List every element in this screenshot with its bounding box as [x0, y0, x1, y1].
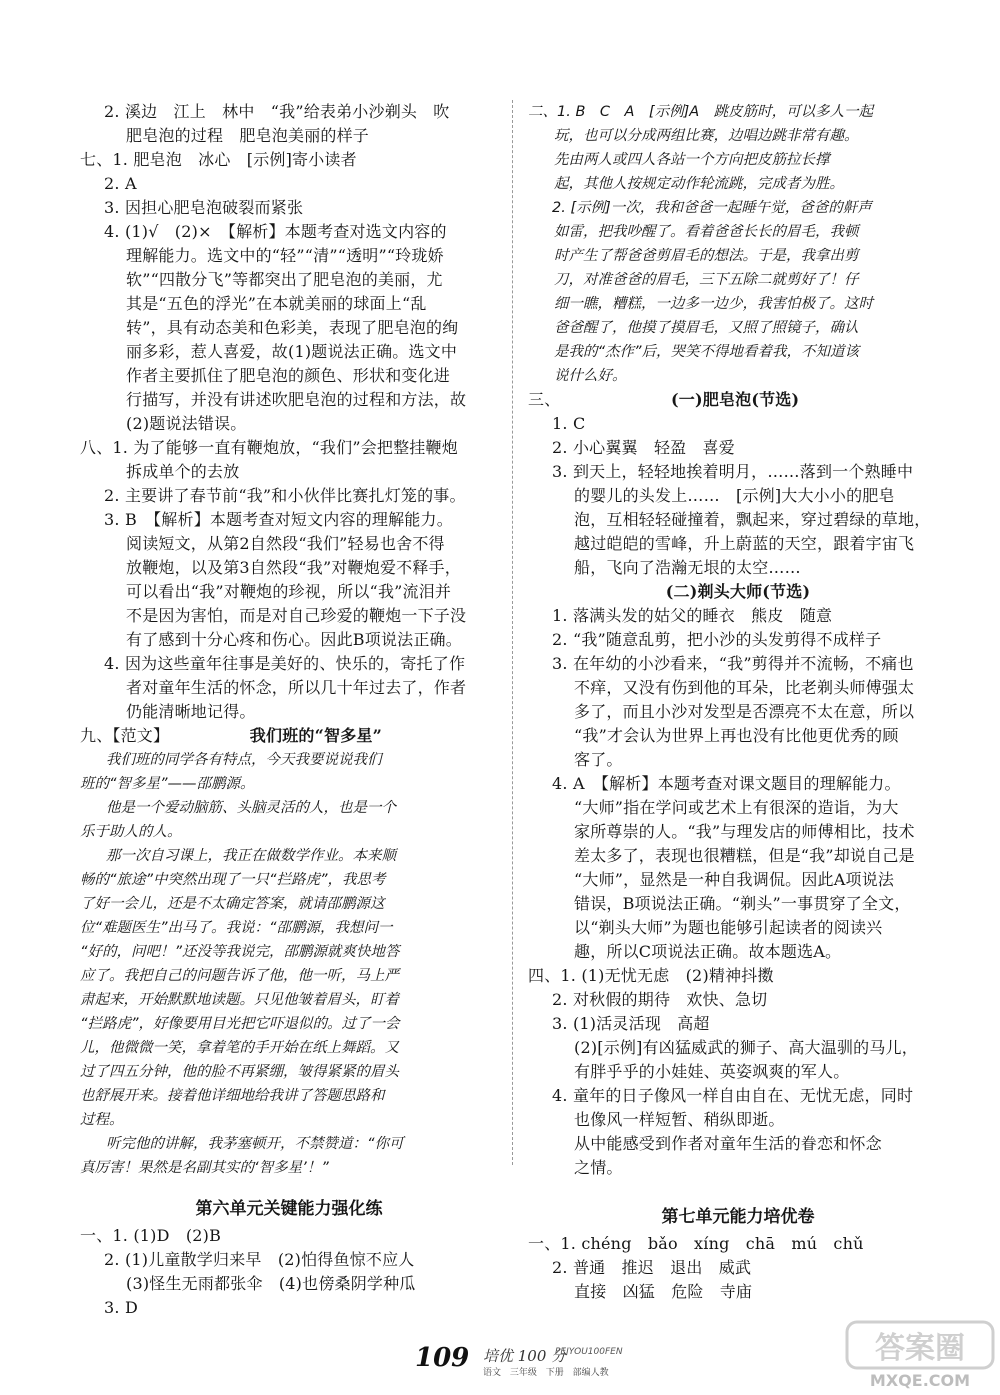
answer-line: 有胖乎乎的小娃娃、英姿飒爽的军人。 [574, 1062, 850, 1081]
left-column [80, 100, 498, 1320]
answer-line: 1. C [552, 414, 586, 433]
unit6-title: 第六单元关键能力强化练 [195, 1199, 383, 1219]
unit7-answers [528, 1232, 948, 1304]
answer-line: 一、1. (1)D (2)B [80, 1226, 222, 1245]
section3-part1-answers [528, 412, 948, 580]
answer-line: 越过皑皑的雪峰，升上蔚蓝的天空，跟着宇宙飞 [574, 534, 915, 553]
section3-sub1: (一)肥皂泡(节选) [671, 390, 800, 409]
essay-line: 儿，他微微一笑，拿着笔的手开始在纸上舞蹈。又 [80, 1040, 399, 1056]
answer-line: 四、1. (1)无忧无虑 (2)精神抖擞 [528, 966, 774, 985]
brand-name: 培优 100 分 [483, 1347, 567, 1365]
answer-line: 3. 到天上，轻轻地挨着明月，……落到一个熟睡中 [552, 462, 914, 481]
answer-line: 八、1. 为了能够一直有鞭炮放，“我们”会把整挂鞭炮 [80, 438, 458, 457]
answer-line: 丽多彩，惹人喜爱，故(1)题说法正确。选文中 [126, 342, 458, 361]
essay-line: 班的“智多星”——邵鹏源。 [80, 776, 255, 792]
essay-line: 他是一个爱动脑筋、头脑灵活的人，也是一个 [106, 800, 396, 816]
answer-line: 2. 对秋假的期待 欢快、急切 [552, 990, 768, 1009]
grade: 三年级 [509, 1368, 537, 1378]
essay-heading [80, 724, 498, 748]
answer-line: 4. A 【解析】本题考查对课文题目的理解能力。 [552, 774, 901, 793]
answer-line: 家所尊崇的人。“我”与理发店的师傅相比，技术 [574, 822, 915, 841]
essay-line: 肃起来，开始默默地读题。只见他皱着眉头，盯着 [80, 992, 399, 1008]
handwritten-answer-line: 刀，对准爸爸的眉毛，三下五除二就剪好了！仔 [554, 272, 859, 288]
watermark-graphic [845, 1318, 995, 1390]
answer-line: 行描写，并没有讲述吹肥皂泡的过程和方法，故 [126, 390, 467, 409]
answer-line: “我”才会认为世界上再也没有比他更优秀的顾 [574, 726, 899, 745]
answer-line: 客了。 [574, 750, 623, 769]
answer-line: 拆成单个的去放 [126, 462, 240, 481]
answer-line: 2. “我”随意乱剪，把小沙的头发剪得不成样子 [552, 630, 882, 649]
essay-line: 过了四五分钟，他的脸不再紧绷，皱得紧紧的眉头 [80, 1064, 399, 1080]
answer-line: “大师”指在学问或艺术上有很深的造诣，为大 [574, 798, 899, 817]
essay-line: 应了。我把自己的问题告诉了他，他一听，马上严 [80, 968, 399, 984]
volume: 下册 [545, 1368, 564, 1378]
section3-part2-answers [528, 604, 948, 1180]
section3-label: 三、 [528, 390, 561, 409]
essay-line: 了好一会儿，还是不太确定答案，就请邵鹏源这 [80, 896, 385, 912]
answer-line: 肥皂泡的过程 肥皂泡美丽的样子 [126, 126, 370, 145]
section3-heading [528, 388, 948, 412]
answer-line: 差太多了，表现也很糟糕，但是“我”却说自己是 [574, 846, 915, 865]
answer-line: 不是因为害怕，而是对自己珍爱的鞭炮一下子没 [126, 606, 467, 625]
essay-line: “好的，问吧！”还没等我说完，邵鹏源就爽快地答 [80, 944, 400, 960]
subject: 语文 [483, 1368, 502, 1378]
handwritten-answer-line: 起，其他人按规定动作轮流跳，完成者为胜。 [554, 176, 844, 192]
handwritten-answer-line: 说什么好。 [554, 368, 627, 384]
right-column [528, 100, 948, 1304]
essay-line: 我们班的同学各有特点，今天我要说说我们 [106, 752, 382, 768]
answer-line: 的婴儿的头发上…… [示例]大大小小的肥皂 [574, 486, 895, 505]
handwritten-answer-line: 时产生了帮爸爸剪眉毛的想法。于是，我拿出剪 [554, 248, 859, 264]
watermark-text: 答案圈 [875, 1331, 965, 1366]
handwritten-answer-line: 如雷，把我吵醒了。看着爸爸长长的眉毛，我顿 [554, 224, 859, 240]
answer-line: 从中能感受到作者对童年生活的眷恋和怀念 [574, 1134, 882, 1153]
section2-answers [528, 100, 948, 388]
answer-line: 船，飞向了浩瀚无垠的太空…… [574, 558, 801, 577]
section3-sub2: (二)剃头大师(节选) [665, 582, 811, 601]
watermark-url: MXQE.COM [869, 1371, 971, 1390]
essay-heading-label: 九、【范文】 [80, 726, 170, 745]
page-number: 109 [415, 1343, 470, 1373]
essay-line: “拦路虎”，好像要用目光把它吓退似的。过了一会 [80, 1016, 400, 1032]
answer-line: 3. (1)活灵活现 高超 [552, 1014, 710, 1033]
answer-line: 2. (1)儿童散学归来早 (2)怕得鱼惊不应人 [104, 1250, 415, 1269]
handwritten-answer-line: 爸爸醒了，他摸了摸眉毛，又照了照镜子，确认 [554, 320, 859, 336]
column-divider [512, 100, 513, 1165]
answer-line: 软”“四散分飞”等都突出了肥皂泡的美丽，尤 [126, 270, 443, 289]
answer-line: 之情。 [574, 1158, 623, 1177]
page-footer [415, 1343, 675, 1383]
answer-line: (2)题说法错误。 [126, 414, 247, 433]
left-answer-list [80, 100, 498, 724]
answer-line: 3. 因担心肥皂泡破裂而紧张 [104, 198, 304, 217]
handwritten-answer-line: 是我的“杰作”后，哭笑不得地看着我，不知道该 [554, 344, 860, 360]
answer-line: 泡，互相轻轻碰撞着，飘起来，穿过碧绿的草地， [574, 510, 931, 529]
answer-line: (2)[示例]有凶猛威武的狮子、高大温驯的马儿， [574, 1038, 918, 1057]
answer-line: 不痒，又没有伤到他的耳朵，比老剃头师傅强太 [574, 678, 915, 697]
answer-line: 以“剃头大师”为题也能够引起读者的阅读兴 [574, 918, 883, 937]
answer-line: 其是“五色的浮光”在本就美丽的球面上“乱 [126, 294, 427, 313]
answer-line: 也像风一样短暂、稍纵即逝。 [574, 1110, 785, 1129]
answer-line: 4. 因为这些童年往事是美好的、快乐的，寄托了作 [104, 654, 466, 673]
essay-line: 过程。 [80, 1112, 124, 1128]
edition: 部编人教 [572, 1368, 609, 1378]
answer-line: 趣，所以C项说法正确。故本题选A。 [574, 942, 842, 961]
answer-line: 七、1. 肥皂泡 冰心 [示例]寄小读者 [80, 150, 357, 169]
handwritten-answer-line: 二、1. B C A [示例]A 跳皮筋时，可以多人一起 [528, 104, 874, 120]
answer-line: 4. 童年的日子像风一样自由自在、无忧无虑，同时 [552, 1086, 914, 1105]
book-info [483, 1365, 609, 1378]
answer-line: (3)怪生无雨都张伞 (4)也傍桑阴学种瓜 [126, 1274, 416, 1293]
essay-line: 乐于助人的人。 [80, 824, 182, 840]
handwritten-answer-line: 2. [示例]一次，我和爸爸一起睡午觉，爸爸的鼾声 [552, 200, 872, 216]
essay-line: 真厉害！果然是名副其实的‘智多星’！” [80, 1160, 329, 1176]
answer-line: 者对童年生活的怀念，所以几十年过去了，作者 [126, 678, 467, 697]
answer-line: 转”，具有动态美和色彩美，表现了肥皂泡的绚 [126, 318, 459, 337]
answer-line: 2. 小心翼翼 轻盈 喜爱 [552, 438, 735, 457]
unit7-title: 第七单元能力培优卷 [661, 1207, 815, 1227]
answer-line: 2. 溪边 江上 林中 “我”给表弟小沙剃头 吹 [104, 102, 450, 121]
essay-line: 位“难题医生”出马了。我说：“邵鹏源，我想问一 [80, 920, 393, 936]
brand-pinyin: PEIYOU100FEN [555, 1347, 623, 1357]
essay-line: 也舒展开来。接着他详细地给我讲了答题思路和 [80, 1088, 385, 1104]
answer-line: 2. A [104, 174, 137, 193]
answer-line: “大师”，显然是一种自我调侃。因此A项说法 [574, 870, 895, 889]
answer-line: 多了，而且小沙对发型是否漂亮不太在意，所以 [574, 702, 915, 721]
answer-line: 3. 在年幼的小沙看来，“我”剪得并不流畅，不痛也 [552, 654, 914, 673]
answer-line: 3. B 【解析】本题考查对短文内容的理解能力。 [104, 510, 453, 529]
handwritten-answer-line: 先由两人或四人各站一个方向把皮筋拉长撑 [554, 152, 830, 168]
answer-line: 放鞭炮，以及第3自然段“我”对鞭炮爱不释手， [126, 558, 461, 577]
answer-line: 错误，B项说法正确。“剃头”一事贯穿了全文， [574, 894, 911, 913]
answer-line: 作者主要抓住了肥皂泡的颜色、形状和变化进 [126, 366, 451, 385]
answer-line: 一、1. chéng bǎo xíng chā mú chǔ [528, 1234, 864, 1253]
answer-line: 直接 凶猛 危险 寺庙 [574, 1282, 753, 1301]
answer-line: 2. 主要讲了春节前“我”和小伙伴比赛扎灯笼的事。 [104, 486, 466, 505]
answer-line: 4. (1)√ (2)× 【解析】本题考查对选文内容的 [104, 222, 447, 241]
watermark-logo [845, 1318, 995, 1390]
answer-line: 仍能清晰地记得。 [126, 702, 256, 721]
handwritten-answer-line: 玩，也可以分成两组比赛，边唱边跳非常有趣。 [554, 128, 859, 144]
answer-line: 1. 落满头发的姑父的睡衣 熊皮 随意 [552, 606, 833, 625]
answer-line: 阅读短文，从第2自然段“我们”轻易也舍不得 [126, 534, 445, 553]
essay-line: 畅的“旅途”中突然出现了一只“拦路虎”，我思考 [80, 872, 386, 888]
essay-body [80, 748, 498, 1180]
answer-line: 2. 普通 推迟 退出 威武 [552, 1258, 752, 1277]
answer-line: 有了感到十分心疼和伤心。因此B项说法正确。 [126, 630, 462, 649]
essay-line: 听完他的讲解，我茅塞顿开，不禁赞道：“你可 [106, 1136, 404, 1152]
answer-line: 理解能力。选文中的“轻”“清”“透明”“玲珑娇 [126, 246, 444, 265]
answer-line: 3. D [104, 1298, 138, 1317]
answer-line: 可以看出“我”对鞭炮的珍视，所以“我”流泪并 [126, 582, 452, 601]
unit6-answers [80, 1224, 498, 1320]
essay-title: 我们班的“智多星” [249, 726, 383, 745]
handwritten-answer-line: 细一瞧，糟糕，一边多一边少，我害怕极了。这时 [554, 296, 873, 312]
essay-line: 那一次自习课上，我正在做数学作业。本来顺 [106, 848, 396, 864]
